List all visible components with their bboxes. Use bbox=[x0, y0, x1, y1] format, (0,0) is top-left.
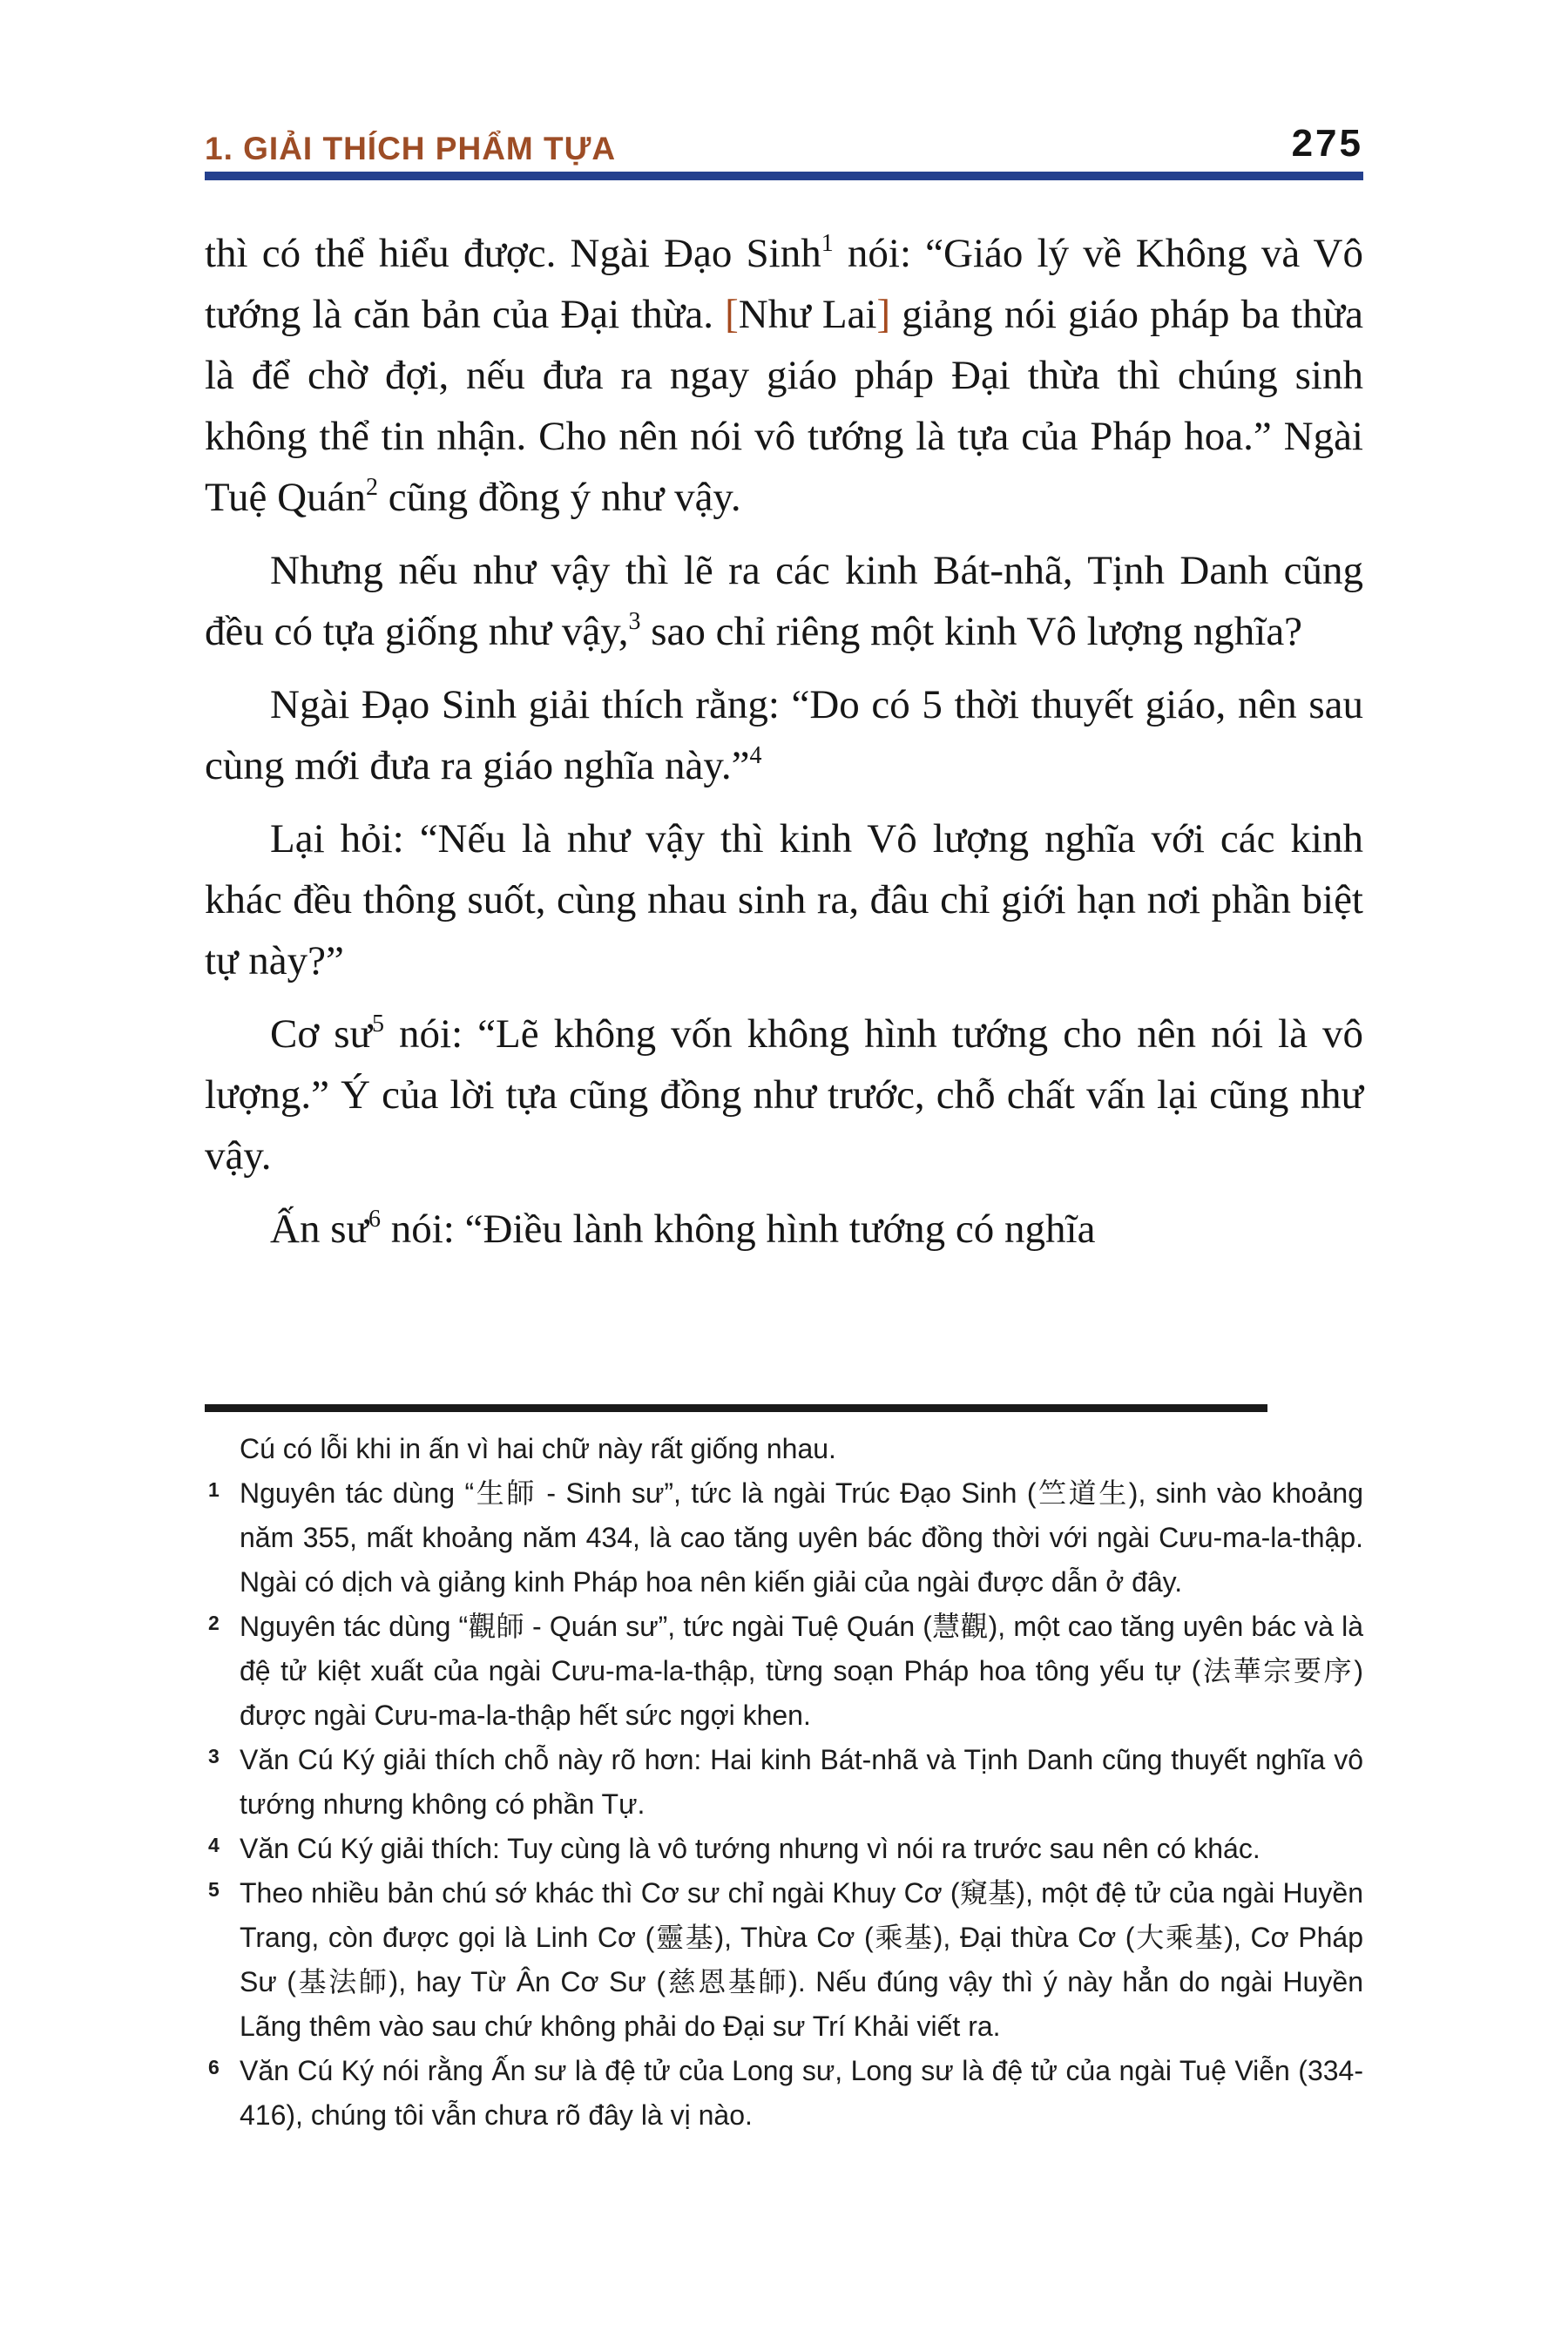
footnote-ref: 3 bbox=[628, 608, 641, 635]
footnote-ref: 2 bbox=[365, 474, 378, 501]
footnote-text: Văn Cú Ký giải thích: Tuy cùng là vô tướng nhưng vì nói ra trước sau nên có khác. bbox=[240, 1833, 1260, 1864]
footnote-number: 2 bbox=[208, 1612, 220, 1634]
footnote bbox=[205, 1471, 1363, 1605]
paragraph bbox=[205, 540, 1363, 662]
footnote-number: 3 bbox=[208, 1745, 220, 1767]
footnote-number: 4 bbox=[208, 1834, 220, 1856]
footnote bbox=[205, 1827, 1363, 1871]
text-run: nói: “Lẽ không vốn không hình tướng cho nên nói là vô lượng.” Ý của lời tựa cũng đồng như trước, chỗ chất vấn lại cũng như vậy. bbox=[205, 1011, 1363, 1179]
footnotes bbox=[205, 1427, 1363, 2138]
footnote-text: Văn Cú Ký nói rằng Ấn sư là đệ tử của Long sư, Long sư là đệ tử của ngài Tuệ Viễn (334-416), chúng tôi vẫn chưa rõ đây là vị nào. bbox=[240, 2055, 1363, 2131]
footnote bbox=[205, 1427, 1363, 1471]
footnote-text: Cú có lỗi khi in ấn vì hai chữ này rất giống nhau. bbox=[240, 1433, 836, 1464]
header-rule bbox=[205, 172, 1363, 180]
footnote-ref: 4 bbox=[749, 742, 762, 769]
footnote-separator bbox=[205, 1404, 1267, 1412]
footnote-ref: 6 bbox=[368, 1206, 381, 1233]
text-run: sao chỉ riêng một kinh Vô lượng nghĩa? bbox=[640, 609, 1303, 654]
text-run: Lại hỏi: “Nếu là như vậy thì kinh Vô lượng nghĩa với các kinh khác đều thông suốt, cùng nhau sinh ra, đâu chỉ giới hạn nơi phần biệt tự này?” bbox=[205, 816, 1363, 983]
footnote bbox=[205, 1605, 1363, 1738]
footnote bbox=[205, 2049, 1363, 2138]
paragraph bbox=[205, 1004, 1363, 1186]
text-run: giảng nói giáo pháp ba thừa là để chờ đợi, nếu đưa ra ngay giáo pháp Đại thừa thì chúng sinh không thể tin nhận. Cho nên nói vô tướng là tựa của Pháp hoa.” Ngài Tuệ Quán bbox=[205, 292, 1363, 520]
footnote-text: Văn Cú Ký giải thích chỗ này rõ hơn: Hai kinh Bát-nhã và Tịnh Danh cũng thuyết nghĩa vô tướng nhưng không có phần Tự. bbox=[240, 1744, 1363, 1820]
paragraph bbox=[205, 1199, 1363, 1260]
text-run: thì có thể hiểu được. Ngài Đạo Sinh bbox=[205, 231, 821, 276]
text-run: Nhưng nếu như vậy thì lẽ ra các kinh Bát-nhã, Tịnh Danh cũng đều có tựa giống như vậy, bbox=[205, 548, 1363, 654]
footnote-text: Theo nhiều bản chú sớ khác thì Cơ sư chỉ ngài Khuy Cơ (窺基), một đệ tử của ngài Huyền Trang, còn được gọi là Linh Cơ (靈基), Thừa Cơ (乘基), Đại thừa Cơ (大乘基), Cơ Pháp Sư (基法師), hay Từ Ân Cơ Sư (慈恩基師). Nếu đúng vậy thì ý này hẳn do ngài Huyền Lãng thêm vào sau chứ không phải do Đại sư Trí Khải viết ra. bbox=[240, 1877, 1363, 2042]
footnote-text: Nguyên tác dùng “觀師 - Quán sư”, tức ngài Tuệ Quán (慧觀), một cao tăng uyên bác và là đệ tử kiệt xuất của ngài Cưu-ma-la-thập, từng soạn Pháp hoa tông yếu tự (法華宗要序) được ngài Cưu-ma-la-thập hết sức ngợi khen. bbox=[240, 1611, 1363, 1731]
text-run: Ngài Đạo Sinh giải thích rằng: “Do có 5 thời thuyết giáo, nên sau cùng mới đưa ra giáo nghĩa này.” bbox=[205, 682, 1363, 788]
footnote-ref: 5 bbox=[372, 1010, 384, 1037]
page-number: 275 bbox=[1291, 122, 1363, 165]
text-run: cũng đồng ý như vậy. bbox=[377, 475, 741, 520]
editorial-bracket: [ bbox=[725, 292, 739, 337]
paragraph bbox=[205, 223, 1363, 528]
body-text bbox=[205, 223, 1363, 1272]
text-run: nói: “Điều lành không hình tướng có nghĩa bbox=[380, 1206, 1096, 1252]
text-run: nói: “Giáo lý về Không và Vô tướng là căn bản của Đại thừa. bbox=[205, 231, 1363, 337]
footnote-text: Nguyên tác dùng “生師 - Sinh sư”, tức là ngài Trúc Đạo Sinh (竺道生), sinh vào khoảng năm 355, mất khoảng năm 434, là cao tăng uyên bác đồng thời với ngài Cưu-ma-la-thập. Ngài có dịch và giảng kinh Pháp hoa nên kiến giải của ngài được dẫn ở đây. bbox=[240, 1477, 1363, 1598]
footnote-number: 6 bbox=[208, 2056, 220, 2078]
footnote-number: 1 bbox=[208, 1478, 220, 1501]
footnote-ref: 1 bbox=[821, 230, 834, 257]
footnote bbox=[205, 1871, 1363, 2049]
text-run: Như Lai bbox=[738, 292, 877, 337]
text-run: Cơ sư bbox=[270, 1011, 372, 1057]
editorial-bracket: ] bbox=[876, 292, 891, 337]
running-header-title: 1. GIẢI THÍCH PHẨM TỰA bbox=[205, 131, 617, 166]
paragraph bbox=[205, 808, 1363, 991]
text-run: Ấn sư bbox=[270, 1206, 368, 1252]
footnote bbox=[205, 1738, 1363, 1827]
footnote-number: 5 bbox=[208, 1878, 220, 1901]
paragraph bbox=[205, 674, 1363, 796]
